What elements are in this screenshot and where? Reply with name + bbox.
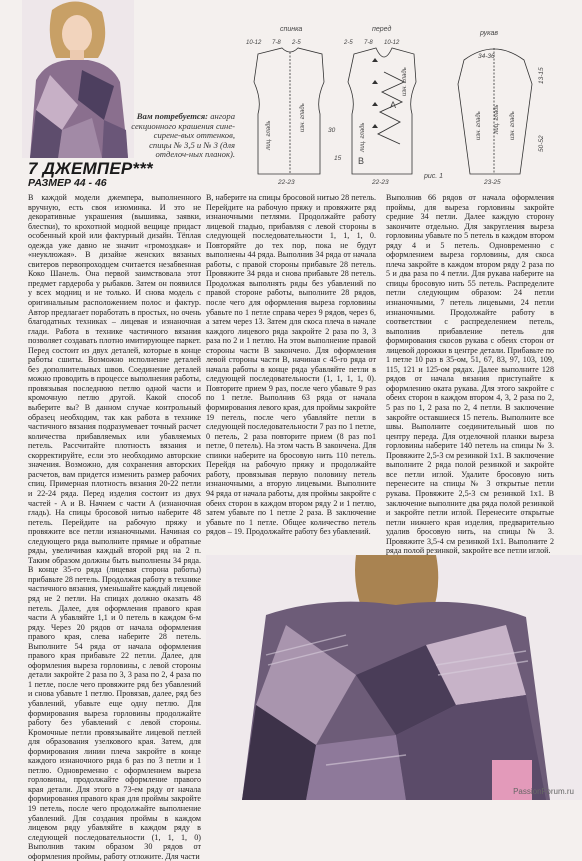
label-sleeve-bottom: 23-25 bbox=[484, 179, 501, 186]
column-2-text: В, наберите на спицы бросовой нитью 28 петель. Перейдите на рабочую пряжу и провяжите ряд изнаночными петлями. Продолжайте работу лицевой гладью, прибавляя с левой стороны в следующей последовательности 1, 1, 1, 0. Повторяйте до тех пор, пока не будут выполнены 44 ряда. Выполнив 34 ряда от начала работы, с правой стороны прибавьте 28 петель. Провяжите 34 ряда и снова прибавьте 28 петель. Продолжая выполнять ряды без убавлений по правой стороне работы, выполните 28 рядов, после чего для оформления выреза горловины убавьте по 1 петле справа через 9 рядов, через 6, а затем через 13. Затем для скоса плеча в начале каждого лицевого ряда закройте 2 раза по 3, 3 раза по 2 и 1 петлю. На этом выполнение правой стороны части В закончено. Для оформления левой стороны части В, начиная с 45-го ряда от начала работы в конце ряда убавляйте петли в следующей последовательности (1, 1, 1, 1, 0). Повторите прием 9 раз, после чего убавьте 9 раз по 1 петле. Выполнив 63 ряда от начала формирования левого края, для проймы закройте 19 петель, после чего убавляйте петли в следующей последовательности 7 раз по 1 петле, 0 петель, 2 раза повторите прием (8 раз по1 петле, 0 петель). На этом часть В закончена. Для спинки наберите на бросовую нить 110 петель. Перейдя на рабочую пряжу и продолжайте работу, провязывая первую половину петель изнаночными, а вторую лицевыми. Выполните 94 ряда от начала работы, для проймы закройте с обеих сторон в каждом втором ряду 2 и 1 петлю, затем убавьте по 1 петле 2 раза. В заключение убавьте по 1 петле. Общее количество петель рядов – 19. Продолжайте работу без убавлений. bbox=[206, 193, 376, 537]
label-back: спинка bbox=[280, 26, 303, 33]
label-back-top-1: 10-12 bbox=[246, 40, 262, 46]
size-label: РАЗМЕР 44 - 46 bbox=[28, 177, 107, 189]
materials-lead: Вам потребуется: bbox=[136, 111, 209, 121]
figure-caption: рис. 1 bbox=[424, 173, 444, 180]
label-sleeve-length: 50-52 bbox=[538, 135, 545, 152]
label-sleeve-top: 34-36 bbox=[478, 53, 495, 60]
pattern-diagram bbox=[232, 22, 580, 192]
text-column-3 bbox=[386, 193, 554, 556]
materials-note bbox=[130, 112, 235, 160]
label-back-bottom: 22-23 bbox=[278, 179, 295, 186]
label-front-knit-left: лиц. гладь bbox=[360, 122, 366, 152]
watermark: PassionForum.ru bbox=[513, 787, 574, 796]
label-sleeve-knit-left: изн. гладь bbox=[476, 111, 482, 140]
label-back-knit-left: лиц. гладь bbox=[266, 120, 272, 150]
model-portrait-photo bbox=[22, 0, 134, 158]
label-back-top-3: 2-5 bbox=[292, 40, 301, 46]
text-column-2 bbox=[206, 193, 376, 563]
column-1-text: В каждой модели джемпера, выполненного вручную, есть своя изюминка. И это не декоративные украшения (вышивка, заявки, блестки), то крохотной модной вещице придаст особенный крой или фактурный дизайн. Тёплая одежда уже давно не значит «громоздкая» и «неуклюжая». В дизайне женских вязаных свитеров первопроходцем считается незабвенная Коко Шанель. Она первой заимствовала этот предмет гардероба у рыбаков. Затем он появился у всех модниц и не только. И снова модель с оригинальным расположением полос и фактур. Автор предлагает поработать в простых, но очень благодатных техниках – лицевая и изнаночная глади. Работа в технике частичного вязания позволяет создавать плотно имитирующее паркет. Перед состоит из двух деталей, которые в конце работы сшиты. Возможно исполнение деталей без дополнительных швов. Соединение деталей можно проводить в процессе выполнения работы, провязывая последнюю петлю одной части и кромочную петлю другой. Какой способ выберите вы? В данном случае контрольный образец необходим, так как работа в технике частичного вязания подразумевает точный расчет количества прибавляемых или убавляемых петель. Рассчитайте плотность вязания и скорректируйте, если это необходимо авторские значения. Возможно, для сохранения авторских расчетов, вам придется изменить размер рабочих спиц. Примерная плотность вязания 20-22 петли и 22-24 ряда. Перед изделия состоит из двух частей - А и В. Начнем с части А (изнаночная гладь). На спицы бросовой нитью наберите 48 петель. Перейдите на рабочую пряжу и провяжите все петли изнаночными. Начиная со следующего ряда выполните прямые и обратные ряды, увеличивая каждый второй ряд на 2 п. Таким образом должны быть выполнены 34 ряда. В конце 35-го ряда (лицевая сторона работы) прибавьте 28 петель. Продолжая работу в технике частичного вязания, уменьшайте каждый лицевой ряд не 2 петли. На спицах должно оказать 48 петель. Далее, для оформления правого края части А убавляйте 1,1 и 0 петель в каждом 6-м ряду. Через 20 рядов от начала оформления правого края, слева наберите 28 петель. Выполните 54 ряда от начала оформления правого края прибавьте 22 петли. Далее, для оформления выреза горловины, с левой стороны детали закройте 2 раза по 3, 3 раза по 2, 4 раза по 1 петле, после чего провяжите ряд без убавлений и снова убавьте 1 петлю. Провязав, далее, ряд без убавлений, убавьте еще одну петлю. Для формирования выреза горловины продолжайте работу без убавлений с левой стороны. Кромочные петли провязывайте лицевой петлей для образования узелкового края. Затем, для формирования линии плеча закройте в конце каждого изнаночного ряда 6 раз по 3 петли и 1 петлю. Одновременно с оформлением выреза горловины, продолжайте оформление правого края детали. Для этого в 73-ем ряду от начала формирования правого края для проймы закройте 19 петель, после чего продолжайте выполнение убавлений. Для создания проймы в каждом лицевом ряду убавляйте в каждом ряду в следующей последовательности (1, 1, 1, 0) Выполнив таким образом 30 рядов от оформления проймы, работу отложите. Для части bbox=[28, 193, 201, 861]
label-front-knit-right: изн. гладь bbox=[402, 67, 408, 96]
label-front-top-3: 10-12 bbox=[384, 40, 400, 46]
label-sleeve-knit-center: лиц. гладь bbox=[494, 104, 500, 134]
materials-text: ангора секционного крашения сине-сирене-вых оттенков, спицы № 3,5 и № 3 (для отделоч-ных планок). bbox=[131, 111, 235, 160]
label-back-knit-right: изн. гладь bbox=[300, 103, 306, 132]
label-front-top-2: 7-8 bbox=[364, 40, 373, 46]
column-3-text: Выполнив 66 рядов от начала оформления проймы, для выреза горловины закройте средние 34 петли. Далее каждую сторону закончите отдельно. Для закругления выреза горловины убавьте по 5 петель в каждом втором ряду 4 и 5 петель. Одновременно с оформлением выреза горловины, для скоса плеча закройте в каждом втором ряду 2 раза по 5 и два раза по 4 петли. Для рукава наберите на спицы бросовую нить 55 петель. Распределите петли следующим образом: 24 петли изнаночными, 7 петель лицевыми, 24 петли изнаночными. Продолжайте работу в соответствии с распределением петель, выполнив прибавление петель для формирования скосов рукава с обеих сторон от лицевой дорожки в центре детали. Прибавьте по 1 петле 10 раз в 35-ом, 51, 67, 83, 97, 103, 109, 115, 121 и 125-ом рядах. Далее выполните 128 рядов от начала вязания приступайте к оформлению оката рукава. Для этого закройте с обеих сторон в каждом втором 4, 3, 2 раза по 2, 5 раз по 1, 2 раза по 2, 4 петли. В заключение закройте оставшиеся 15 петель. Выполните все швы. Выполните соединительный шов по центру переда. Для отделочной планки выреза горловины наберите 140 петель на спицы № 3. Провяжите 2,5-3 см резинкой 1х1. В заключение выполните 2 ряда полой резинкой и закройте все петли иглой. Удалите бросовую нить перенесите на спицы № 3 открытые петли рукава. Провяжите 2,5-3 см резинкой 1х1. В заключение выполните два ряда полой резинкой и закройте петли иглой. Перенесите открытые петли нижнего края изделия, предварительно удалив бросовую нить, на спицы № 3. Провяжите 3,5-4 см резинкой 1х1. Выполните 2 ряда полой резинкой, закройте все петли иглой. bbox=[386, 193, 554, 556]
label-side: 15 bbox=[334, 155, 342, 162]
label-back-top-2: 7-8 bbox=[272, 40, 281, 46]
label-part-b: B bbox=[358, 156, 365, 166]
sweater-photo bbox=[206, 555, 582, 800]
label-front-top-1: 2-5 bbox=[344, 40, 353, 46]
label-sleeve: рукав bbox=[480, 30, 499, 37]
label-front: перед bbox=[372, 26, 392, 33]
label-front-bottom: 22-23 bbox=[372, 179, 389, 186]
label-sleeve-knit-right: изн. гладь bbox=[510, 111, 516, 140]
label-sleeve-cap-height: 13-15 bbox=[538, 67, 545, 84]
back-pattern-piece bbox=[254, 48, 324, 174]
label-height: 30 bbox=[328, 127, 336, 134]
text-column-1 bbox=[28, 193, 201, 861]
page-title: 7 ДЖЕМПЕР*** bbox=[28, 159, 153, 178]
label-part-a: A bbox=[390, 100, 397, 110]
